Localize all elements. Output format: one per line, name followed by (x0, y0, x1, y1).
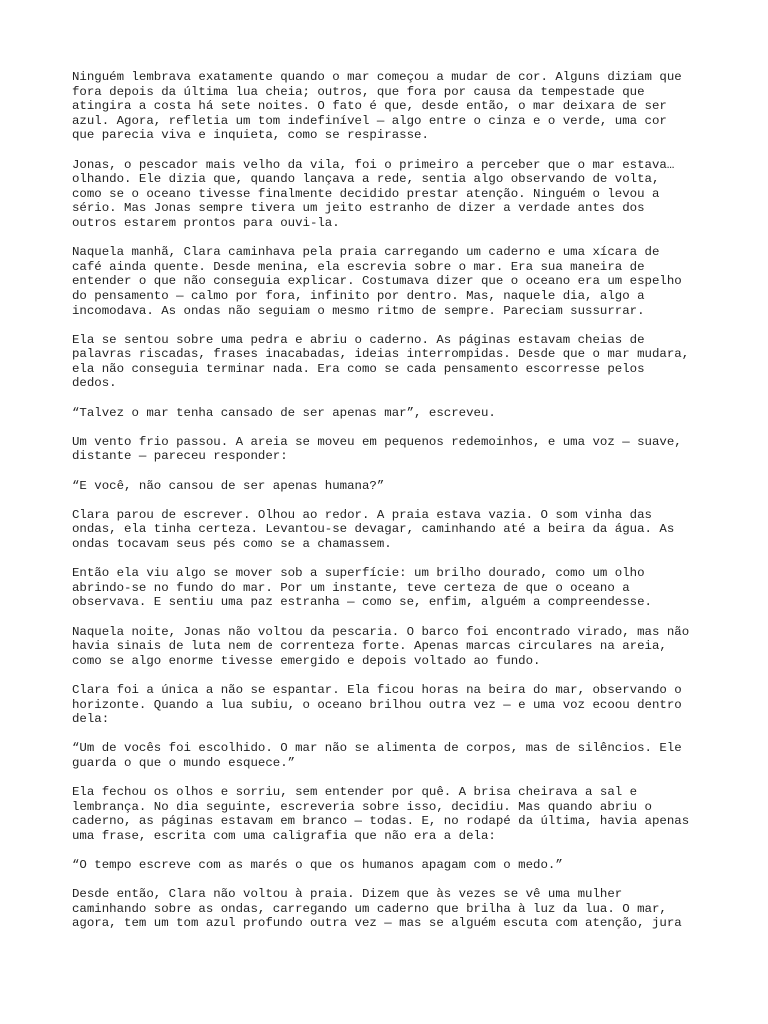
paragraph-11: Clara foi a única a não se espantar. Ela ficou horas na beira do mar, observando o horizonte. Quando a lua subiu, o oceano brilhou outra vez — e uma voz ecoou dentro dela: (72, 682, 682, 727)
paragraph-7: “E você, não cansou de ser apenas humana?” (72, 478, 385, 493)
paragraph-9: Então ela viu algo se mover sob a superfície: um brilho dourado, como um olho abrindo-se no fundo do mar. Por um instante, teve certeza de que o oceano a observava. E sentiu uma paz estranha — como se, enfim, alguém a compreendesse. (72, 566, 652, 610)
document-page (72, 70, 712, 946)
paragraph-4: Ela se sentou sobre uma pedra e abriu o caderno. As páginas estavam cheias de palavras riscadas, frases inacabadas, ideias interrompidas. Desde que o mar mudara, ela não conseguia terminar nada. Era como se cada pensamento escorresse pelos dedos. (72, 332, 690, 391)
paragraph-1: Ninguém lembrava exatamente quando o mar começou a mudar de cor. Alguns diziam que fora depois da última lua cheia; outros, que fora por causa da tempestade que atingira a costa há sete noites. O fato é que, desde então, o mar deixara de ser azul. Agora, refletia um tom indefinível — algo entre o cinza e o verde, uma cor que parecia viva e inquieta, como se respirasse. (72, 70, 682, 143)
paragraph-10: Naquela noite, Jonas não voltou da pescaria. O barco foi encontrado virado, mas não havia sinais de luta nem de correnteza forte. Apenas marcas circulares na areia, como se algo enorme tivesse emergido e depois voltado ao fundo. (72, 624, 690, 668)
paragraph-3: Naquela manhã, Clara caminhava pela praia carregando um caderno e uma xícara de café ainda quente. Desde menina, ela escrevia sobre o mar. Era sua maneira de entender o que não conseguia explicar. Costumava dizer que o oceano era um espelho do pensamento — calmo por fora, infinito por dentro. Mas, naquele dia, algo a incomodava. As ondas não seguiam o mesmo ritmo de sempre. Pareciam sussurrar. (72, 245, 682, 318)
paragraph-14: “O tempo escreve com as marés o que os humanos apagam com o medo.” (72, 858, 563, 873)
paragraph-5: “Talvez o mar tenha cansado de ser apenas mar”, escreveu. (72, 405, 496, 420)
paragraph-12: “Um de vocês foi escolhido. O mar não se alimenta de corpos, mas de silêncios. Ele guarda o que o mundo esquece.” (72, 741, 682, 770)
paragraph-8: Clara parou de escrever. Olhou ao redor. A praia estava vazia. O som vinha das ondas, ela tinha certeza. Levantou-se devagar, caminhando até a beira da água. As ondas tocavam seus pés como se a chamassem. (72, 507, 675, 551)
paragraph-15: Desde então, Clara não voltou à praia. Dizem que às vezes se vê uma mulher caminhando sobre as ondas, carregando um caderno que brilha à luz da lua. O mar, agora, tem um tom azul profundo outra vez — mas se alguém escuta com atenção, jura (72, 887, 682, 931)
paragraph-2: Jonas, o pescador mais velho da vila, foi o primeiro a perceber que o mar estava… olhando. Ele dizia que, quando lançava a rede, sentia algo observando de volta, como se o oceano tivesse finalmente decidido prestar atenção. Ninguém o levou a sério. Mas Jonas sempre tivera um jeito estranho de dizer a verdade antes dos outros estarem prontos para ouvi-la. (72, 157, 675, 230)
paragraph-13: Ela fechou os olhos e sorriu, sem entender por quê. A brisa cheirava a sal e lembrança. No dia seguinte, escreveria sobre isso, decidiu. Mas quando abriu o caderno, as páginas estavam em branco — todas. E, no rodapé da última, havia apenas uma frase, escrita com uma caligrafia que não era a dela: (72, 785, 690, 843)
paragraph-6: Um vento frio passou. A areia se moveu em pequenos redemoinhos, e uma voz — suave, distante — pareceu responder: (72, 434, 682, 464)
